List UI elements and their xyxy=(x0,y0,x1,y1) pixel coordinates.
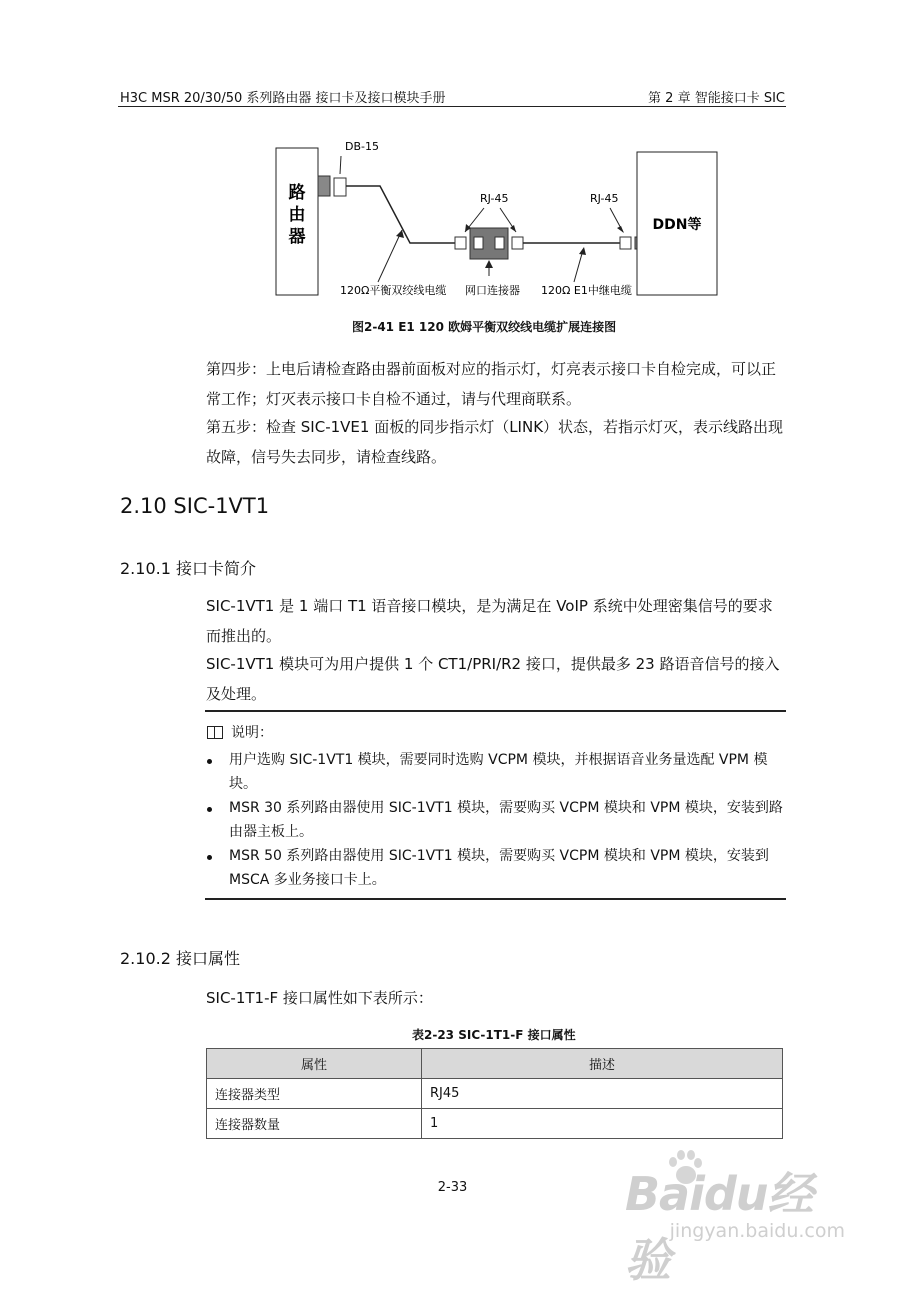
step-5-paragraph: 第五步：检查 SIC-1VE1 面板的同步指示灯（LINK）状态，若指示灯灭，表示线路出现故障，信号失去同步，请检查线路。 xyxy=(206,418,784,466)
table-row xyxy=(207,1079,783,1109)
left-cable-pointer xyxy=(378,230,402,282)
table-cell: 1 xyxy=(422,1109,783,1139)
rj45-plug-right xyxy=(620,237,631,249)
db15-pointer xyxy=(340,156,341,174)
table-cell: RJ45 xyxy=(422,1079,783,1109)
db15-plug xyxy=(334,178,346,196)
connector-label: 网口连接器 xyxy=(465,284,520,297)
note-box: 说明： 用户选购 SIC-1VT1 模块，需要同时选购 VCPM 模块，并根据语音业务量选配 VPM 模块。 MSR 30 系列路由器使用 SIC-1VT1 模块，需要购买 VCPM 模块和 VPM 模块，安装到路由器主板上。 MSR 50 系列路由器使用 SIC-1VT1 模块，需要购买 VCPM 模块和 VPM 模块，安装到 MSCA 多业务接口卡上。 xyxy=(205,710,786,900)
watermark-brand: Baidu经验 xyxy=(625,1167,813,1287)
step-4-paragraph: 第四步：上电后请检查路由器前面板对应的指示灯，灯亮表示接口卡自检完成，可以正常工作；灯灭表示接口卡自检不通过，请与代理商联系。 xyxy=(206,360,777,408)
rj45-plug-mid xyxy=(512,237,523,249)
db15-port xyxy=(318,176,330,196)
db15-label: DB-15 xyxy=(345,140,379,153)
attributes-table xyxy=(206,1048,783,1139)
book-icon xyxy=(207,726,223,739)
router-label-2: 由 xyxy=(288,205,306,225)
left-cable-label: 120Ω平衡双绞线电缆 xyxy=(340,284,447,297)
watermark-url: jingyan.baidu.com xyxy=(669,1220,845,1242)
attributes-intro: SIC-1T1-F 接口属性如下表所示： xyxy=(206,989,433,1007)
intro-paragraph-2: SIC-1VT1 模块可为用户提供 1 个 CT1/PRI/R2 接口，提供最多 23 路语音信号的接入及处理。 xyxy=(206,655,780,703)
intro-paragraph-1: SIC-1VT1 是 1 端口 T1 语音接口模块，是为满足在 VoIP 系统中处理密集信号的要求而推出的。 xyxy=(206,597,773,645)
rj45-left-label: RJ-45 xyxy=(480,192,509,205)
table-row xyxy=(207,1109,783,1139)
router-label-3: 器 xyxy=(288,227,306,247)
watermark xyxy=(625,1150,845,1287)
table-header-cell: 属性 xyxy=(207,1049,422,1079)
running-header-title: H3C MSR 20/30/50 系列路由器 接口卡及接口模块手册 xyxy=(120,91,446,106)
rj45-plug-left xyxy=(455,237,466,249)
table-caption: 表2-23 SIC-1T1-F 接口属性 xyxy=(412,1028,576,1042)
running-header-chapter: 第 2 章 智能接口卡 SIC xyxy=(648,91,785,106)
table-cell: 连接器类型 xyxy=(207,1079,422,1109)
ddn-label: DDN等 xyxy=(652,217,702,233)
subsection-heading-attributes: 2.10.2 接口属性 xyxy=(120,949,240,968)
bullet-icon xyxy=(207,807,212,812)
bullet-icon xyxy=(207,759,212,764)
connection-diagram xyxy=(0,0,905,340)
bullet-icon xyxy=(207,855,212,860)
page-number: 2-33 xyxy=(437,1180,468,1195)
router-label-1: 路 xyxy=(288,183,306,203)
right-cable-label: 120Ω E1中继电缆 xyxy=(541,284,632,297)
table-cell: 连接器数量 xyxy=(207,1109,422,1139)
note-title: 说明： xyxy=(207,722,273,742)
rj45-right-label: RJ-45 xyxy=(590,192,619,205)
table-header-row xyxy=(207,1049,783,1079)
figure-caption: 图2-41 E1 120 欧姆平衡双绞线电缆扩展连接图 xyxy=(352,320,617,334)
table-header-cell: 描述 xyxy=(422,1049,783,1079)
subsection-heading-intro: 2.10.1 接口卡简介 xyxy=(120,559,256,578)
right-cable-pointer xyxy=(574,250,583,282)
section-heading: 2.10 SIC-1VT1 xyxy=(120,494,270,518)
